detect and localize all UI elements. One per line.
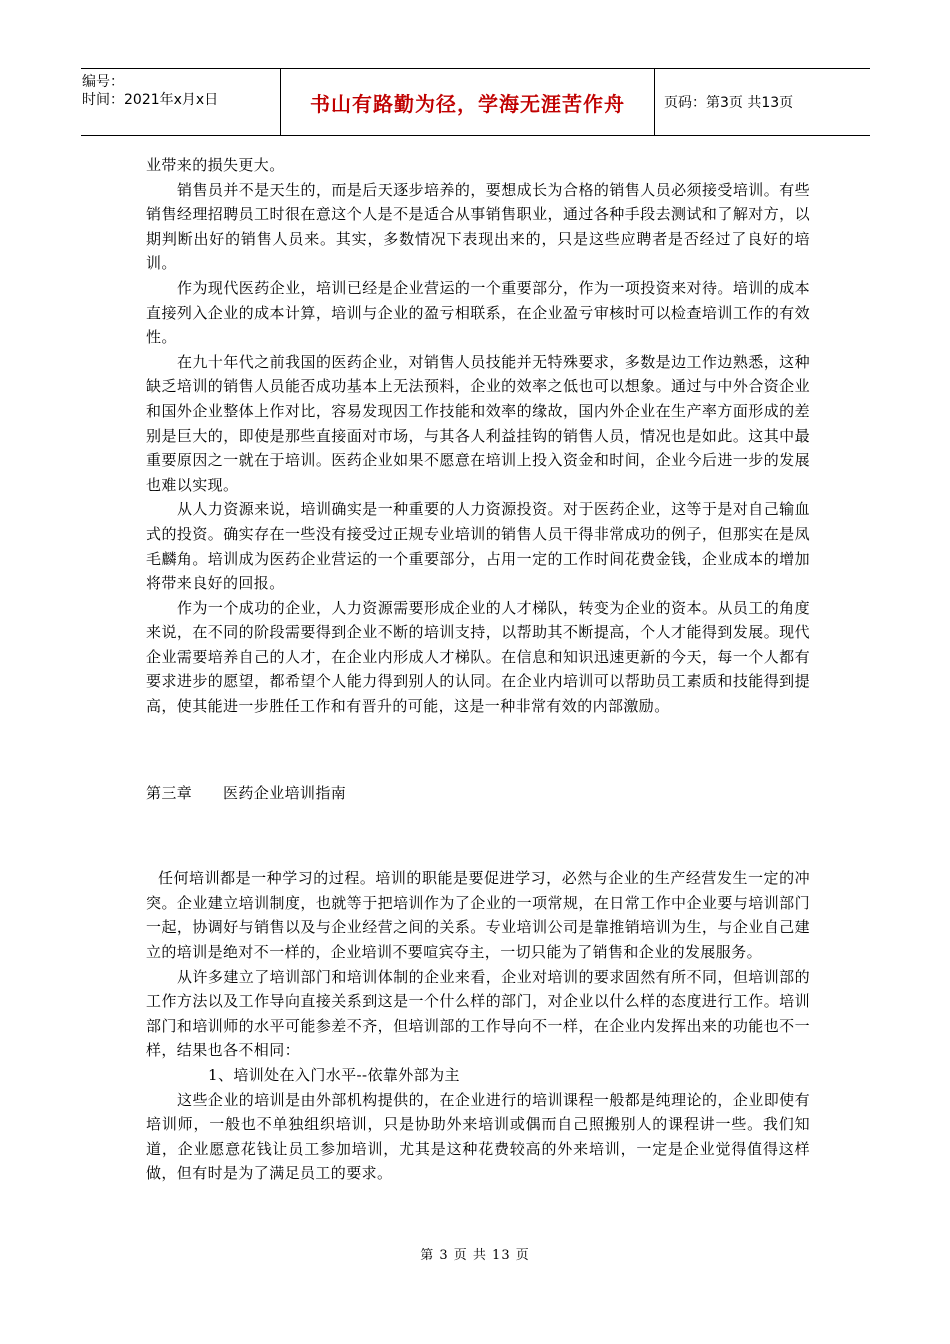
paragraph: 这些企业的培训是由外部机构提供的，在企业进行的培训课程一般都是纯理论的，企业即使有培训师，一般也不单独组织培训，只是协助外来培训或偶而自己照搬别人的课程讲一些。我们知道，企业愿意花钱让员工参加培训，尤其是这种花费较高的外来培训，一定是企业觉得值得这样做，但有时是为了满足员工的要求。 <box>146 1090 810 1183</box>
header-date: 时间：2021年x月x日 <box>82 92 219 108</box>
paragraph: 在九十年代之前我国的医药企业，对销售人员技能并无特殊要求，多数是边工作边熟悉，这种缺乏培训的销售人员能否成功基本上无法预料，企业的效率之低也可以想象。通过与中外合资企业和国外企业整体上作对比，容易发现因工作技能和效率的缘故，国内外企业在生产率方面形成的差别是巨大的，即使是那些直接面对市场，与其各人利益挂钩的销售人员，情况也是如此。这其中最重要原因之一就在于培训。医药企业如果不愿意在培训上投入资金和时间，企业今后进一步的发展也难以实现。 <box>146 352 810 494</box>
paragraph: 作为一个成功的企业，人力资源需要形成企业的人才梯队，转变为企业的资本。从员工的角度来说，在不同的阶段需要得到企业不断的培训支持，以帮助其不断提高，个人才能得到发展。现代企业需要培养自己的人才，在企业内形成人才梯队。在信息和知识迅速更新的今天，每一个人都有要求进步的愿望，都希望个人能力得到别人的认同。在企业内培训可以帮助员工素质和技能得到提高，使其能进一步胜任工作和有晋升的可能，这是一种非常有效的内部激励。 <box>146 598 810 716</box>
page-footer: 第 3 页 共 13 页 <box>420 1248 530 1263</box>
paragraph: 从人力资源来说，培训确实是一种重要的人力资源投资。对于医药企业，这等于是对自己输血式的投资。确实存在一些没有接受过正规专业培训的销售人员干得非常成功的例子，但那实在是凤毛麟角。培训成为医药企业营运的一个重要部分，占用一定的工作时间花费金钱，企业成本的增加将带来良好的回报。 <box>146 500 810 593</box>
document-body <box>146 153 810 1186</box>
list-item: 1、培训处在入门水平--依靠外部为主 <box>208 1066 460 1084</box>
paragraph: 任何培训都是一种学习的过程。培训的职能是要促进学习，必然与企业的生产经营发生一定的冲突。企业建立培训制度，也就等于把培训作为了企业的一项常规，在日常工作中企业要与培训部门一起，协调好与销售以及与企业经营之间的关系。专业培训公司是靠推销培训为生，与企业自己建立的培训是绝对不一样的，企业培训不要喧宾夺主，一切只能为了销售和企业的发展服务。 <box>146 869 810 962</box>
paragraph: 业带来的损失更大。 <box>146 156 285 174</box>
header-meta <box>81 69 281 135</box>
header-motto: 书山有路勤为径，学海无涯苦作舟 <box>281 69 655 135</box>
header-number-label: 编号： <box>82 74 124 90</box>
paragraph: 作为现代医药企业，培训已经是企业营运的一个重要部分，作为一项投资来对待。培训的成本直接列入企业的成本计算，培训与企业的盈亏相联系，在企业盈亏审核时可以检查培训工作的有效性。 <box>146 278 810 347</box>
page-header <box>81 68 870 136</box>
header-page-info: 页码：第3页 共13页 <box>664 95 794 111</box>
chapter-heading: 第三章 医药企业培训指南 <box>146 783 347 802</box>
paragraph: 销售员并不是天生的，而是后天逐步培养的，要想成长为合格的销售人员必须接受培训。有些销售经理招聘员工时很在意这个人是不是适合从事销售职业，通过各种手段去测试和了解对方，以期判断出好的销售人员来。其实，多数情况下表现出来的，只是这些应聘者是否经过了良好的培训。 <box>146 180 810 273</box>
paragraph: 从许多建立了培训部门和培训体制的企业来看，企业对培训的要求固然有所不同，但培训部的工作方法以及工作导向直接关系到这是一个什么样的部门，对企业以什么样的态度进行工作。培训部门和培训师的水平可能参差不齐，但培训部的工作导向不一样，在企业内发挥出来的功能也不一样，结果也各不相同： <box>146 967 810 1060</box>
